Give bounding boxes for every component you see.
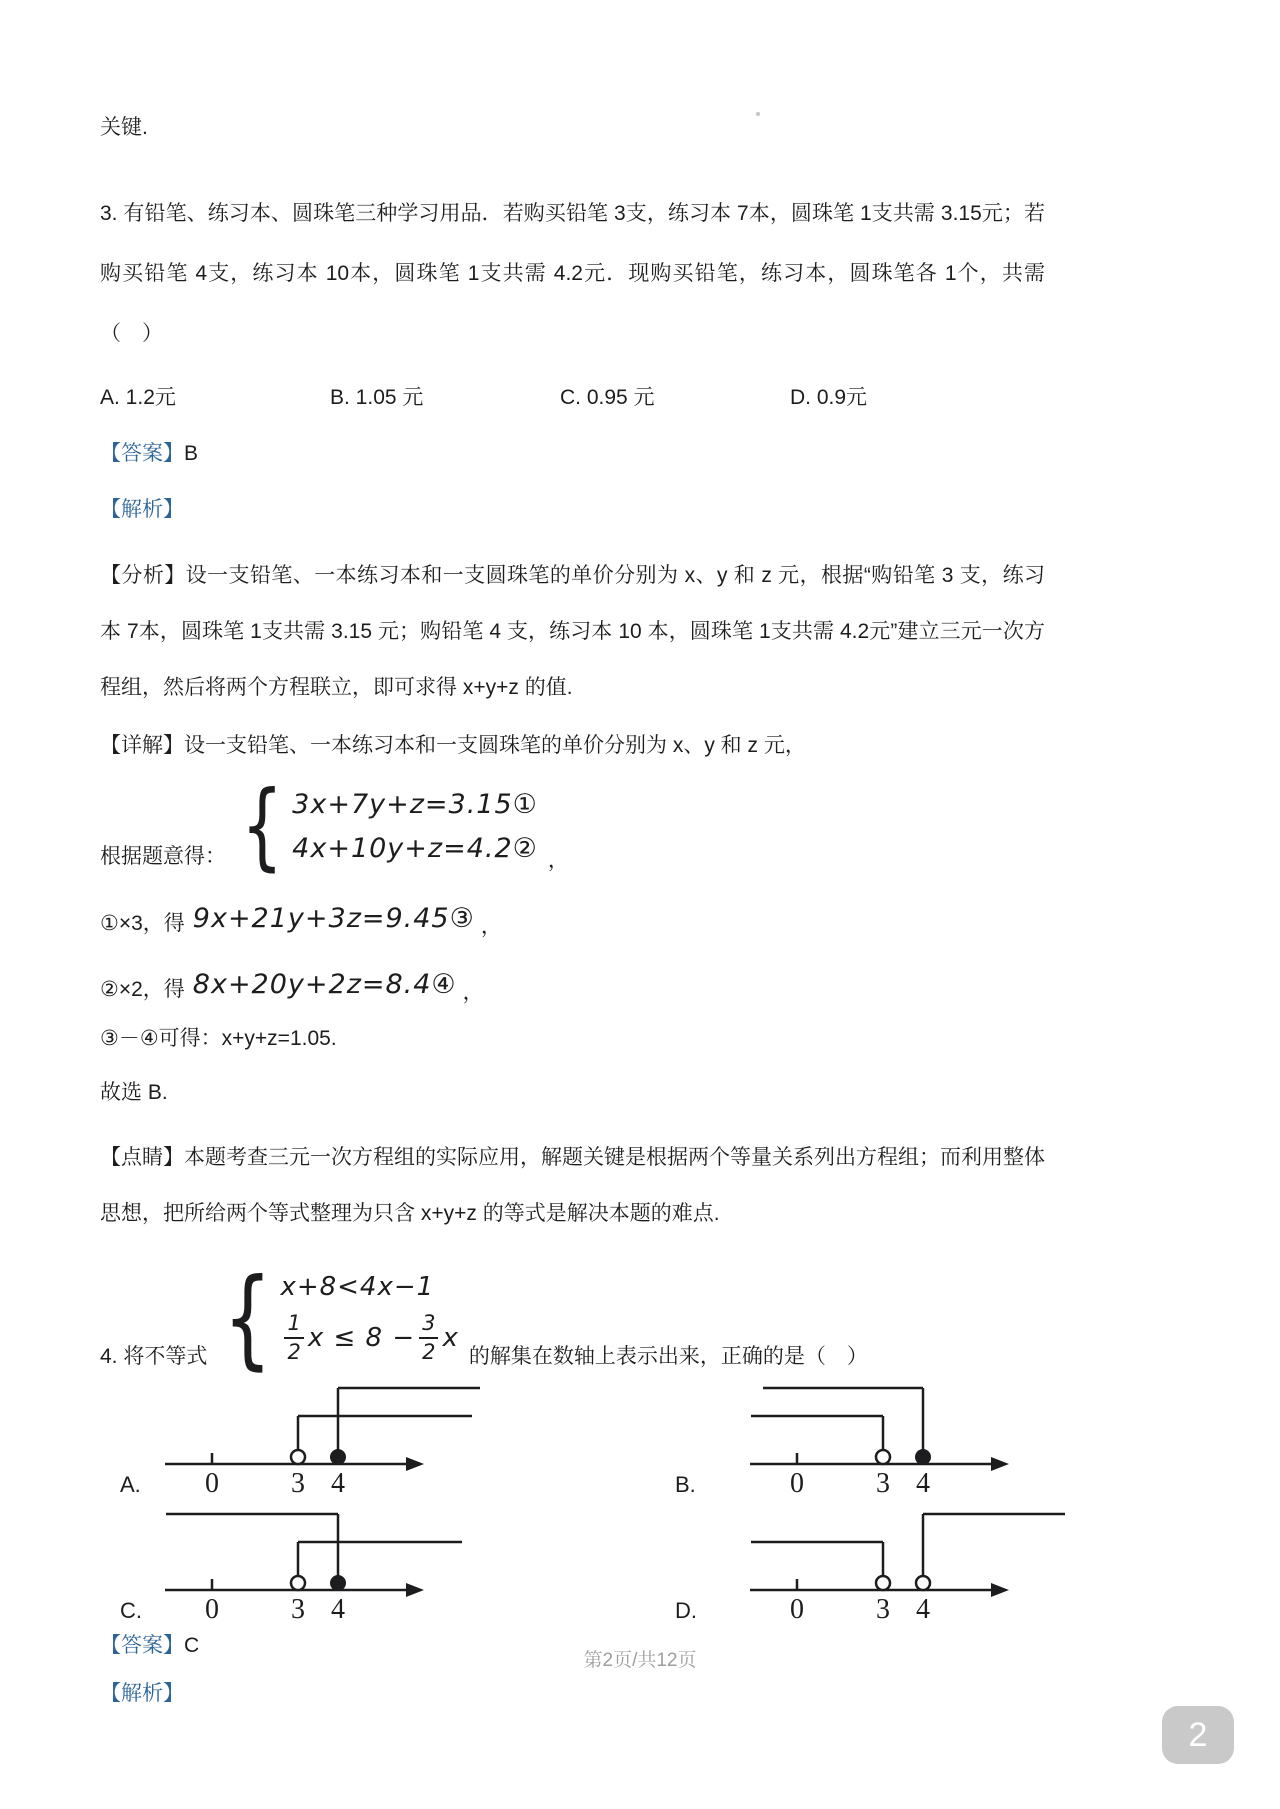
- left-brace: {: [223, 1255, 273, 1381]
- step2-equation: 8x+20y+2z=8.4④: [192, 969, 457, 1000]
- q4-answer-value: C: [184, 1634, 200, 1657]
- system-brace-group: [236, 771, 538, 882]
- q3-equation-system: [100, 771, 1045, 882]
- question3-stem: 3. 有铅笔、练习本、圆珠笔三种学习用品．若购买铅笔 3支，练习本 7本，圆珠笔 1支共需 3.15元；若购买铅笔 4支，练习本 10本，圆珠笔 1支共需 4.2元．现购买铅笔，练习本，圆珠笔各 1个，共需（ ）: [100, 202, 1045, 345]
- q3-step1-line: [100, 888, 1045, 940]
- step2-prefix: ②×2，得: [100, 978, 185, 1001]
- open-circle-3: [876, 1576, 890, 1590]
- q3-analysis-label-line: [100, 494, 1045, 526]
- q3-answer-value: B: [184, 442, 199, 465]
- step1-comma: ，: [480, 915, 502, 938]
- option-letter-d: D.: [675, 1598, 697, 1623]
- analysis-label: 【解析】: [100, 498, 184, 521]
- step1-prefix: ①×3，得: [100, 912, 185, 935]
- closed-circle-4: [330, 1449, 346, 1465]
- option-a: A. 1.2元: [100, 386, 176, 409]
- q3-analysis-paragraph: 【分析】设一支铅笔、一本练习本和一支圆珠笔的单价分别为 x、y 和 z 元，根据“购铅笔 3 支，练习本 7本，圆珠笔 1支共需 3.15 元；购铅笔 4 支，练习本 10 本，圆珠笔 1支共需 4.2元”建立三元一次方程组，然后将两个方程联立，即可求得 x+y+z 的值.: [100, 564, 1045, 699]
- q4-inequalities: [280, 1267, 458, 1369]
- tick-label-4: 4: [331, 1594, 345, 1622]
- system-comma: ，: [547, 849, 569, 872]
- q3-answer-line: [100, 438, 1045, 470]
- open-circle-3: [876, 1450, 890, 1464]
- inequality-2: [280, 1307, 458, 1369]
- answer-label: 【答案】: [100, 442, 184, 465]
- tick-label-0: 0: [790, 1594, 804, 1622]
- left-brace: {: [241, 771, 283, 882]
- option-d: D. 0.9元: [790, 386, 868, 409]
- number-line-a: [150, 1376, 480, 1496]
- q3-step2-line: [100, 954, 1045, 1006]
- question3-options: [100, 382, 1045, 414]
- open-circle-3: [291, 1450, 305, 1464]
- q3-conclusion: 故选 B.: [100, 1081, 168, 1104]
- tick-label-3: 3: [876, 1594, 890, 1622]
- inequality-2-end: x: [442, 1323, 459, 1353]
- equation-2: 4x+10y+z=4.2②: [292, 832, 538, 864]
- tick-label-0: 0: [205, 1468, 219, 1496]
- step1-equation: 9x+21y+3z=9.45③: [192, 903, 475, 934]
- option-letter-b: B.: [675, 1472, 696, 1497]
- page-footer: 第2页/共12页: [583, 1650, 697, 1671]
- analysis-label: 【解析】: [100, 1682, 184, 1705]
- option-letter-c: C.: [120, 1598, 142, 1623]
- tick-label-3: 3: [291, 1594, 305, 1622]
- option-b: B. 1.05 元: [330, 386, 424, 409]
- number-line-b: [735, 1376, 1065, 1496]
- number-line-d: [735, 1502, 1065, 1622]
- option-c: C. 0.95 元: [560, 386, 655, 409]
- diagram-option-c: [100, 1502, 560, 1628]
- equation-1: 3x+7y+z=3.15①: [292, 788, 538, 820]
- option-letter-a: A.: [120, 1472, 141, 1497]
- diagram-option-d: [560, 1502, 1040, 1628]
- tick-label-4: 4: [331, 1468, 345, 1496]
- q3-detail-line: 【详解】设一支铅笔、一本练习本和一支圆珠笔的单价分别为 x、y 和 z 元，: [100, 734, 806, 757]
- tick-label-4: 4: [916, 1594, 930, 1622]
- system-label: 根据题意得：: [100, 845, 226, 868]
- carryover-text: 关键.: [100, 116, 148, 139]
- q4-analysis-label-line: [100, 1678, 1045, 1710]
- closed-circle-4: [330, 1575, 346, 1591]
- q4-brace-group: [217, 1255, 459, 1381]
- system-equations: [292, 783, 538, 871]
- document-page: [100, 0, 1045, 1710]
- q4-prefix: 4. 将不等式: [100, 1345, 208, 1368]
- diagram-option-a: [100, 1376, 560, 1502]
- open-circle-4: [916, 1576, 930, 1590]
- tick-label-0: 0: [790, 1468, 804, 1496]
- closed-circle-4: [915, 1449, 931, 1465]
- inequality-2-middle: x ≤ 8 −: [307, 1323, 416, 1353]
- tick-label-4: 4: [916, 1468, 930, 1496]
- diagram-option-b: [560, 1376, 1040, 1502]
- step2-comma: ，: [462, 981, 484, 1004]
- page-number-badge: 2: [1162, 1706, 1234, 1764]
- q3-step3-line: ③－④可得：x+y+z=1.05.: [100, 1027, 337, 1050]
- fraction-one-half: $\frac{1}{2}$: [284, 1313, 303, 1363]
- question4-stem: [100, 1246, 1045, 1381]
- tick-label-0: 0: [205, 1594, 219, 1622]
- q3-comment-paragraph: 【点睛】本题考查三元一次方程组的实际应用，解题关键是根据两个等量关系列出方程组；而利用整体思想，把所给两个等式整理为只含 x+y+z 的等式是解决本题的难点.: [100, 1146, 1045, 1225]
- inequality-1: x+8<4x−1: [280, 1272, 435, 1302]
- answer-label: 【答案】: [100, 1634, 184, 1657]
- q4-suffix: 的解集在数轴上表示出来，正确的是（ ）: [468, 1345, 868, 1368]
- q4-option-diagrams: [100, 1376, 1045, 1628]
- tick-label-3: 3: [876, 1468, 890, 1496]
- open-circle-3: [291, 1576, 305, 1590]
- number-line-c: [150, 1502, 480, 1622]
- fraction-three-halves: $\frac{3}{2}$: [419, 1313, 438, 1363]
- tick-label-3: 3: [291, 1468, 305, 1496]
